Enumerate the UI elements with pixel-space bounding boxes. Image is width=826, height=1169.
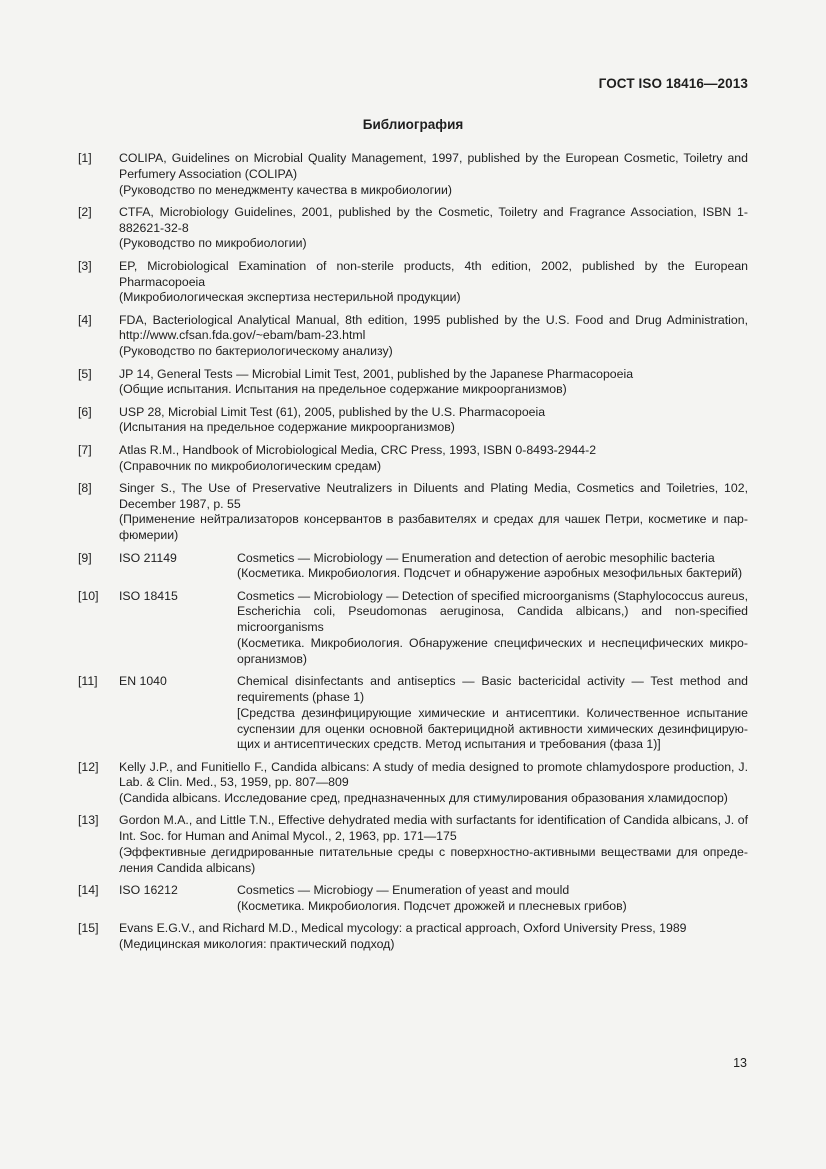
entry-reference: CTFA, Microbiology Guidelines, 2001, published by the Cosmetic, Toiletry and Fragrance Association, ISBN 1-882621-32-8 [119, 204, 748, 235]
bibliography-entry [78, 674, 748, 753]
entry-reference: FDA, Bacteriological Analytical Manual, 8th edition, 1995 published by the U.S. Food and Drug Administration, http://www.cfsan.fda.gov/~ebam/bam-23.html [119, 312, 748, 343]
entry-reference: COLIPA, Guidelines on Microbial Quality Management, 1997, published by the European Cosmetic, Toiletry and Perfumery Association (COLIPA) [119, 151, 748, 181]
bibliography-entry [78, 551, 748, 583]
entry-reference: USP 28, Microbial Limit Test (61), 2005, published by the U.S. Pharmacopoeia [119, 404, 546, 419]
standard-code: ISO 18415 [119, 588, 178, 603]
standard-code: ISO 16212 [119, 883, 178, 898]
entry-number: [10] [78, 588, 99, 603]
entry-reference: Evans E.G.V., and Richard M.D., Medical mycology: a practical approach, Oxford University Press, 1989 [119, 921, 687, 936]
entry-translation: [Средства дезинфицирующие химические и антисептики. Количественное испытание суспензии для оценки основной бактерицидной активности химических дезинфицирую-щих и антисептических средств. Метод испытания и требования (фаза 1)] [237, 705, 748, 752]
entry-translation: (Косметика. Микробиология. Обнаружение специфических и неспецифических микро-организмов) [237, 636, 748, 666]
entry-translation: (Candida albicans. Исследование сред, предназначенных для стимулирования образования хламидоспор) [119, 791, 728, 806]
bibliography-entry [78, 813, 748, 876]
entry-number: [15] [78, 921, 99, 936]
section-title: Библиография [362, 117, 464, 132]
entry-translation: (Косметика. Микробиология. Подсчет дрожжей и плесневых грибов) [237, 898, 627, 913]
entry-reference: Singer S., The Use of Preservative Neutralizers in Diluents and Plating Media, Cosmetics and Toiletries, 102, December 1987, p. 55 [119, 480, 748, 511]
entry-reference: JP 14, General Tests — Microbial Limit Test, 2001, published by the Japanese Pharmacopoeia [119, 366, 634, 381]
bibliography-list [78, 151, 748, 959]
entry-reference: Atlas R.M., Handbook of Microbiological Media, CRC Press, 1993, ISBN 0-8493-2944-2 [119, 442, 597, 457]
entry-translation: (Косметика. Микробиология. Подсчет и обнаружение аэробных мезофильных бактерий) [237, 566, 743, 581]
standard-code: ISO 21149 [119, 550, 177, 565]
entry-number: [2] [78, 204, 92, 219]
entry-reference: EP, Microbiological Examination of non-sterile products, 4th edition, 2002, published by the European Pharmacopoeia [119, 258, 748, 289]
bibliography-entry [78, 443, 748, 475]
entry-number: [7] [78, 442, 92, 457]
bibliography-entry [78, 151, 748, 198]
entry-number: [4] [78, 312, 92, 327]
bibliography-entry [78, 313, 748, 360]
bibliography-entry [78, 405, 748, 437]
entry-translation: (Руководство по бактериологическому анализу) [119, 344, 393, 359]
entry-number: [1] [78, 151, 92, 165]
entry-number: [11] [78, 674, 98, 689]
entry-reference: Cosmetics — Microbiology — Detection of specified microorganisms (Staphylococcus aureus, Escherichia coli, Pseudomonas aeruginosa, Candida albicans,) and non-specified microorganisms [237, 588, 748, 635]
bibliography-entry [78, 760, 748, 807]
bibliography-entry [78, 589, 748, 668]
entry-translation: (Медицинская микология: практический подход) [119, 937, 395, 952]
entry-translation: (Испытания на предельное содержание микроорганизмов) [119, 420, 455, 435]
bibliography-entry [78, 921, 748, 953]
entry-number: [3] [78, 258, 92, 273]
entry-reference: Kelly J.P., and Funitiello F., Candida albicans: A study of media designed to promote chlamydospore production, J. Lab. & Clin. Med., 53, 1959, pp. 807—809 [119, 759, 748, 790]
entry-number: [14] [78, 883, 99, 898]
entry-number: [8] [78, 480, 92, 495]
bibliography-entry [78, 481, 748, 544]
entry-number: [12] [78, 759, 99, 774]
entry-reference: Cosmetics — Microbiology — Enumeration and detection of aerobic mesophilic bacteria [237, 550, 715, 565]
bibliography-entry [78, 367, 748, 399]
entry-translation: (Микробиологическая экспертиза нестерильной продукции) [119, 290, 461, 305]
document-code: ГОСТ ISO 18416—2013 [598, 76, 748, 91]
entry-number: [13] [78, 813, 99, 828]
page-number: 13 [733, 1056, 747, 1070]
entry-translation: (Руководство по микробиологии) [119, 236, 307, 251]
entry-number: [6] [78, 404, 92, 419]
entry-translation: (Общие испытания. Испытания на предельное содержание микроорганизмов) [119, 382, 567, 397]
entry-translation: (Руководство по менеджменту качества в микробиологии) [119, 182, 452, 197]
bibliography-entry [78, 259, 748, 306]
entry-translation: (Справочник по микробиологическим средам) [119, 458, 382, 473]
entry-number: [5] [78, 366, 92, 381]
entry-translation: (Применение нейтрализаторов консервантов в разбавителях и средах для чашек Петри, косметике и пар-фюмерии) [119, 512, 748, 543]
standard-code: EN 1040 [119, 674, 167, 689]
entry-translation: (Эффективные дегидрированные питательные среды с поверхностно-активными веществами для опреде-ления Candida albicans) [119, 845, 748, 875]
bibliography-entry [78, 205, 748, 252]
bibliography-entry [78, 883, 748, 915]
entry-reference: Chemical disinfectants and antiseptics — Basic bactericidal activity — Test method and requirements (phase 1) [237, 674, 748, 704]
entry-number: [9] [78, 550, 92, 565]
entry-reference: Cosmetics — Microbiogy — Enumeration of yeast and mould [237, 883, 570, 898]
entry-reference: Gordon M.A., and Little T.N., Effective dehydrated media with surfactants for identification of Candida albicans, J. of Int. Soc. for Human and Animal Mycol., 2, 1963, pp. 171—175 [119, 813, 748, 844]
